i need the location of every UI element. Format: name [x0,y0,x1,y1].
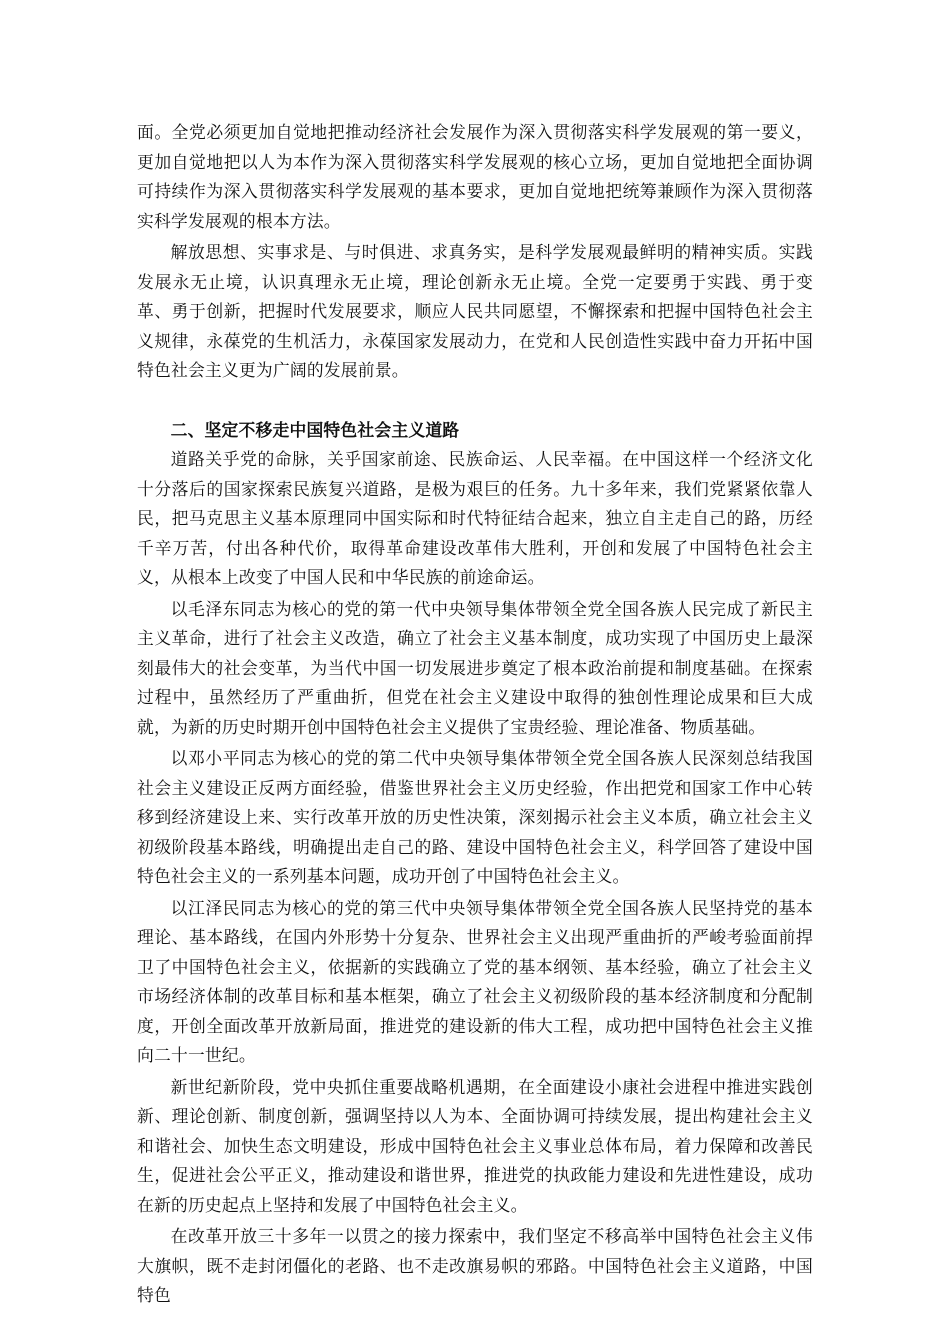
paragraph-new-century: 新世纪新阶段，党中央抓住重要战略机遇期，在全面建设小康社会进程中推进实践创新、理论创新、制度创新，强调坚持以人为本、全面协调可持续发展，提出构建社会主义和谐社会、加快生态文明建设，形成中国特色社会主义事业总体布局，着力保障和改善民生，促进社会公平正义，推动建设和谐世界，推进党的执政能力建设和先进性建设，成功在新的历史起点上坚持和发展了中国特色社会主义。 [137,1076,813,1215]
paragraph-reform-opening: 在改革开放三十多年一以贯之的接力探索中，我们坚定不移高举中国特色社会主义伟大旗帜，既不走封闭僵化的老路、也不走改旗易帜的邪路。中国特色社会主义道路，中国特色 [137,1226,813,1305]
paragraph-third-generation: 以江泽民同志为核心的党的第三代中央领导集体带领全党全国各族人民坚持党的基本理论、基本路线，在国内外形势十分复杂、世界社会主义出现严重曲折的严峻考验面前捍卫了中国特色社会主义，依据新的实践确立了党的基本纲领、基本经验，确立了社会主义市场经济体制的改革目标和基本框架，确立了社会主义初级阶段的基本经济制度和分配制度，开创全面改革开放新局面，推进党的建设新的伟大工程，成功把中国特色社会主义推向二十一世纪。 [137,897,813,1065]
section-heading: 二、坚定不移走中国特色社会主义道路 [170,419,460,440]
paragraph-first-generation: 以毛泽东同志为核心的党的第一代中央领导集体带领全党全国各族人民完成了新民主主义革命，进行了社会主义改造，确立了社会主义基本制度，成功实现了中国历史上最深刻最伟大的社会变革，为当代中国一切发展进步奠定了根本政治前提和制度基础。在探索过程中，虽然经历了严重曲折，但党在社会主义建设中取得的独创性理论成果和巨大成就，为新的历史时期开创中国特色社会主义提供了宝贵经验、理论准备、物质基础。 [137,598,813,737]
paragraph-road-intro: 道路关乎党的命脉，关乎国家前途、民族命运、人民幸福。在中国这样一个经济文化十分落后的国家探索民族复兴道路，是极为艰巨的任务。九十多年来，我们党紧紧依靠人民，把马克思主义基本原理同中国实际和时代特征结合起来，独立自主走自己的路，历经千辛万苦，付出各种代价，取得革命建设改革伟大胜利，开创和发展了中国特色社会主义，从根本上改变了中国人民和中华民族的前途命运。 [137,449,813,587]
document-page [137,118,813,1311]
paragraph-scientific-outlook: 解放思想、实事求是、与时俱进、求真务实，是科学发展观最鲜明的精神实质。实践发展永无止境，认识真理永无止境，理论创新永无止境。全党一定要勇于实践、勇于变革、勇于创新，把握时代发展要求，顺应人民共同愿望，不懈探索和把握中国特色社会主义规律，永葆党的生机活力，永葆国家发展动力，在党和人民创造性实践中奋力开拓中国特色社会主义更为广阔的发展前景。 [137,242,813,380]
paragraph-second-generation: 以邓小平同志为核心的党的第二代中央领导集体带领全党全国各族人民深刻总结我国社会主义建设正反两方面经验，借鉴世界社会主义历史经验，作出把党和国家工作中心转移到经济建设上来、实行改革开放的历史性决策，深刻揭示社会主义本质，确立社会主义初级阶段基本路线，明确提出走自己的路、建设中国特色社会主义，科学回答了建设中国特色社会主义的一系列基本问题，成功开创了中国特色社会主义。 [137,748,813,886]
paragraph-continuation: 面。全党必须更加自觉地把推动经济社会发展作为深入贯彻落实科学发展观的第一要义，更加自觉地把以人为本作为深入贯彻落实科学发展观的核心立场，更加自觉地把全面协调可持续作为深入贯彻落实科学发展观的基本要求，更加自觉地把统筹兼顾作为深入贯彻落实科学发展观的根本方法。 [137,122,813,231]
